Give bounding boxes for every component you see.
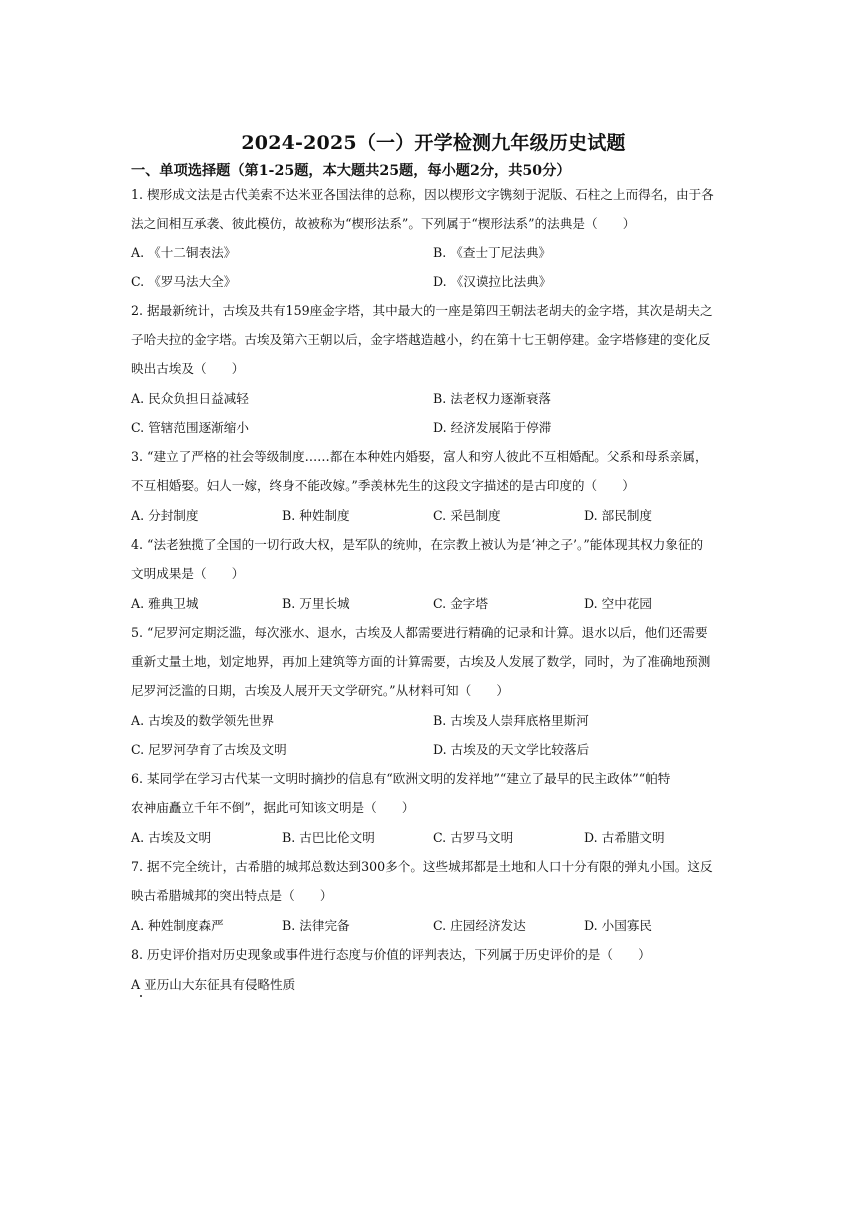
q8-line-1: 8. 历史评价指对历史现象或事件进行态度与价值的评判表达，下列属于历史评价的是（ ） — [131, 947, 651, 962]
q5-option-b[interactable]: B. 古埃及人崇拜底格里斯河 — [433, 713, 589, 728]
q3-line-2: 不互相婚娶。妇人一嫁，终身不能改嫁。”季羡林先生的这段文字描述的是古印度的（ ） — [131, 478, 635, 493]
q4-line-1: 4. “法老独揽了全国的一切行政大权，是军队的统帅，在宗教上被认为是‘神之子’。”能体现其权力象征的 — [131, 537, 704, 552]
q5-line-2: 重新丈量土地，划定地界，再加上建筑等方面的计算需要，古埃及人发展了数学，同时，为了准确地预测 — [131, 654, 711, 669]
q5-option-d[interactable]: D. 古埃及的天文学比较落后 — [433, 742, 590, 757]
q1-option-a[interactable]: A. 《十二铜表法》 — [131, 245, 237, 260]
q3-line-1: 3. “建立了严格的社会等级制度……都在本种姓内婚娶，富人和穷人彼此不互相婚配。父系和母系亲属， — [131, 449, 708, 464]
q2-option-b[interactable]: B. 法老权力逐渐衰落 — [433, 391, 552, 406]
q2-line-2: 子哈夫拉的金字塔。古埃及第六王朝以后，金字塔越造越小，约在第十七王朝停建。金字塔修建的变化反 — [131, 332, 711, 347]
q8-option-a[interactable]: A 亚历山大东征具有侵略性质 — [131, 977, 296, 992]
q1-option-d[interactable]: D. 《汉谟拉比法典》 — [433, 274, 552, 289]
q1-line-1: 1. 楔形成文法是古代美索不达米亚各国法律的总称，因以楔形文字镌刻于泥版、石柱之上而得名，由于各 — [131, 187, 714, 202]
q2-option-d[interactable]: D. 经济发展陷于停滞 — [433, 420, 552, 435]
q6-line-2: 农神庙矗立千年不倒”，据此可知该文明是（ ） — [131, 800, 415, 815]
q7-line-1: 7. 据不完全统计，古希腊的城邦总数达到300多个。这些城邦都是土地和人口十分有限的弹丸小国。这反 — [131, 859, 713, 874]
q6-option-d[interactable]: D. 古希腊文明 — [584, 830, 665, 845]
q4-option-d[interactable]: D. 空中花园 — [584, 596, 653, 611]
q6-option-b[interactable]: B. 古巴比伦文明 — [282, 830, 375, 845]
q7-option-d[interactable]: D. 小国寡民 — [584, 918, 653, 933]
exam-title: 2024-2025（一）开学检测九年级历史试题 — [241, 132, 626, 154]
stray-dot-mark — [140, 995, 142, 997]
section-heading: 一、单项选择题（第1-25题，本大题共25题，每小题2分，共50分） — [131, 163, 571, 179]
q5-option-a[interactable]: A. 古埃及的数学领先世界 — [131, 713, 275, 728]
q4-option-a[interactable]: A. 雅典卫城 — [131, 596, 199, 611]
q2-option-a[interactable]: A. 民众负担日益减轻 — [131, 391, 249, 406]
q1-line-2: 法之间相互承袭、彼此模仿，故被称为“楔形法系”。下列属于“楔形法系”的法典是（ ） — [131, 216, 636, 231]
q3-option-c[interactable]: C. 采邑制度 — [433, 508, 501, 523]
q6-option-a[interactable]: A. 古埃及文明 — [131, 830, 212, 845]
q7-option-b[interactable]: B. 法律完备 — [282, 918, 350, 933]
q3-option-a[interactable]: A. 分封制度 — [131, 508, 199, 523]
q1-option-b[interactable]: B. 《查士丁尼法典》 — [433, 245, 552, 260]
q6-option-c[interactable]: C. 古罗马文明 — [433, 830, 514, 845]
q4-line-2: 文明成果是（ ） — [131, 566, 245, 581]
q4-option-b[interactable]: B. 万里长城 — [282, 596, 350, 611]
q6-line-1: 6. 某同学在学习古代某一文明时摘抄的信息有“欧洲文明的发祥地”“建立了最早的民主政体”“帕特 — [131, 771, 671, 786]
q2-line-3: 映出古埃及（ ） — [131, 361, 245, 376]
q5-line-3: 尼罗河泛滥的日期，古埃及人展开天文学研究。”从材料可知（ ） — [131, 683, 509, 698]
q2-option-c[interactable]: C. 管辖范围逐渐缩小 — [131, 420, 249, 435]
q7-line-2: 映古希腊城邦的突出特点是（ ） — [131, 888, 333, 903]
q2-line-1: 2. 据最新统计，古埃及共有159座金字塔，其中最大的一座是第四王朝法老胡夫的金字塔，其次是胡夫之 — [131, 303, 713, 318]
q5-option-c[interactable]: C. 尼罗河孕育了古埃及文明 — [131, 742, 287, 757]
q5-line-1: 5. “尼罗河定期泛滥，每次涨水、退水，古埃及人都需要进行精确的记录和计算。退水以后，他们还需要 — [131, 625, 708, 640]
q3-option-b[interactable]: B. 种姓制度 — [282, 508, 350, 523]
q3-option-d[interactable]: D. 部民制度 — [584, 508, 653, 523]
q1-option-c[interactable]: C. 《罗马法大全》 — [131, 274, 237, 289]
q7-option-c[interactable]: C. 庄园经济发达 — [433, 918, 526, 933]
q4-option-c[interactable]: C. 金字塔 — [433, 596, 488, 611]
q7-option-a[interactable]: A. 种姓制度森严 — [131, 918, 224, 933]
